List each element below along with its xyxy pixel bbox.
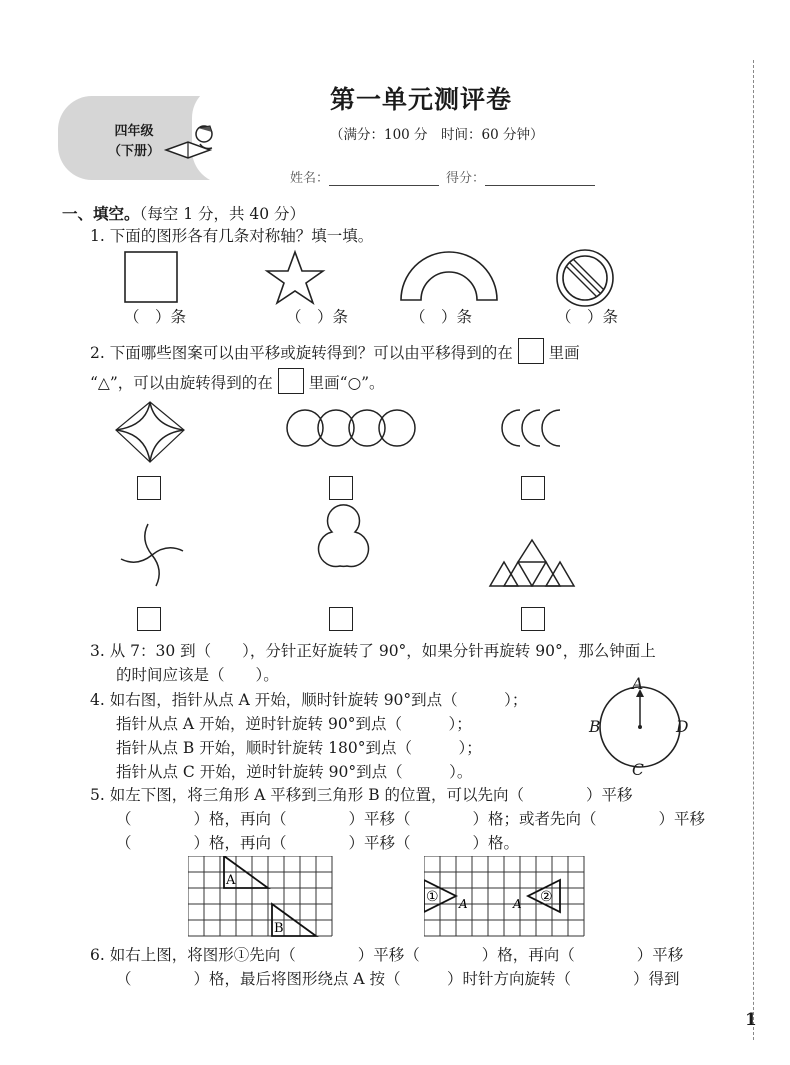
score-underline[interactable] xyxy=(485,185,595,186)
page-title: 第一单元测评卷 xyxy=(330,85,513,114)
q2-line-1a: 2. 下面哪些图案可以由平移或旋转得到？可以由平移得到的在 xyxy=(90,344,513,362)
q5-line-3: （ ）格，再向（ ）平移（ ）格。 xyxy=(116,834,520,852)
answer-box-triangles[interactable] xyxy=(521,607,545,631)
pattern-pinwheel xyxy=(121,524,183,586)
q1-figures xyxy=(115,248,675,310)
point-a-label-1: A xyxy=(459,897,468,911)
q2-inline-box-2 xyxy=(278,368,304,394)
name-field[interactable] xyxy=(290,167,439,186)
answer-box-pinwheel[interactable] xyxy=(137,607,161,631)
page-subtitle: （满分：100 分 时间：60 分钟） xyxy=(330,127,544,143)
answer-box-star[interactable] xyxy=(137,476,161,500)
pattern-trefoil xyxy=(319,505,369,567)
q2-line-2b: 里画“○”。 xyxy=(308,374,385,392)
q6-line-2: （ ）格，最后将图形绕点 A 按（ ）时针方向旋转（ ）得到 xyxy=(116,970,680,988)
page-edge-guide xyxy=(753,60,754,1040)
pattern-crescents xyxy=(502,410,560,446)
q2-patterns xyxy=(100,400,600,630)
point-a-label-2: A xyxy=(513,897,522,911)
score-label: 得分： xyxy=(446,171,486,186)
star-shape xyxy=(267,252,323,303)
shape-1-label: ① xyxy=(426,889,439,905)
answer-box-trefoil[interactable] xyxy=(329,607,353,631)
q3-line-1: 3. 从 7：30 到（ ），分针正好旋转了 90°，如果分针再旋转 90°，那么钟面上 xyxy=(90,642,656,660)
triangle-b-label: B xyxy=(274,921,284,936)
q4-line-4: 指针从点 C 开始，逆时针旋转 90°到点（ ）。 xyxy=(116,763,473,781)
q4-line-1: 4. 如右图，指针从点 A 开始，顺时针旋转 90°到点（ ）； xyxy=(90,691,528,709)
q1-answer-2[interactable]: （ ）条 xyxy=(286,308,349,326)
q4-line-2: 指针从点 A 开始，逆时针旋转 90°到点（ ）； xyxy=(116,715,472,733)
pattern-four-point-star xyxy=(116,402,184,462)
answer-box-crescents[interactable] xyxy=(521,476,545,500)
grade-text: 四年级 xyxy=(114,124,154,139)
q6-line-1: 6. 如右上图，将图形①先向（ ）平移（ ）格，再向（ ）平移 xyxy=(90,946,684,964)
clock-label-d: D xyxy=(676,718,689,736)
clock-label-c: C xyxy=(632,761,644,779)
q1-answer-1[interactable]: （ ）条 xyxy=(124,308,187,326)
section-label: 一、填空。 xyxy=(62,205,140,223)
score-field[interactable] xyxy=(446,167,595,186)
volume-text: （下册） xyxy=(107,144,160,159)
q1-answer-4[interactable]: （ ）条 xyxy=(556,308,619,326)
q2-line-1b: 里画 xyxy=(548,344,580,362)
q1-answer-3[interactable]: （ ）条 xyxy=(410,308,473,326)
name-label: 姓名： xyxy=(290,171,330,186)
q5-line-1: 5. 如左下图，将三角形 A 平移到三角形 B 的位置，可以先向（ ）平移 xyxy=(90,786,633,804)
q5-grid-right xyxy=(424,856,588,938)
grid-left-lines xyxy=(188,856,332,936)
answer-box-rings[interactable] xyxy=(329,476,353,500)
clock-label-a: A xyxy=(632,675,644,693)
page-number: 1 xyxy=(745,1010,757,1030)
pattern-triangles xyxy=(490,540,574,586)
shape-2-label: ② xyxy=(540,889,553,905)
clock-label-b: B xyxy=(589,718,601,736)
q2-line-1 xyxy=(90,338,580,364)
q5-line-2: （ ）格，再向（ ）平移（ ）格；或者先向（ ）平移 xyxy=(116,810,706,828)
student-reading-icon xyxy=(160,120,230,164)
section-heading xyxy=(62,202,305,224)
square-shape xyxy=(125,252,177,302)
q4-line-3: 指针从点 B 开始，顺时针旋转 180°到点（ ）； xyxy=(116,739,482,757)
pattern-rings xyxy=(287,410,415,446)
triangle-a-label: A xyxy=(226,873,236,888)
section-note: （每空 1 分，共 40 分） xyxy=(139,205,306,223)
no-sign-slash xyxy=(566,259,604,297)
q2-inline-box-1 xyxy=(518,338,544,364)
q3-line-2: 的时间应该是（ ）。 xyxy=(116,666,279,684)
name-underline[interactable] xyxy=(329,185,439,186)
q2-line-2a: “△”，可以由旋转得到的在 xyxy=(90,374,273,392)
q5-grid-left xyxy=(188,856,338,938)
q1-text: 1. 下面的图形各有几条对称轴？填一填。 xyxy=(90,227,374,245)
q2-line-2 xyxy=(90,368,385,394)
half-ring-shape xyxy=(401,252,497,300)
